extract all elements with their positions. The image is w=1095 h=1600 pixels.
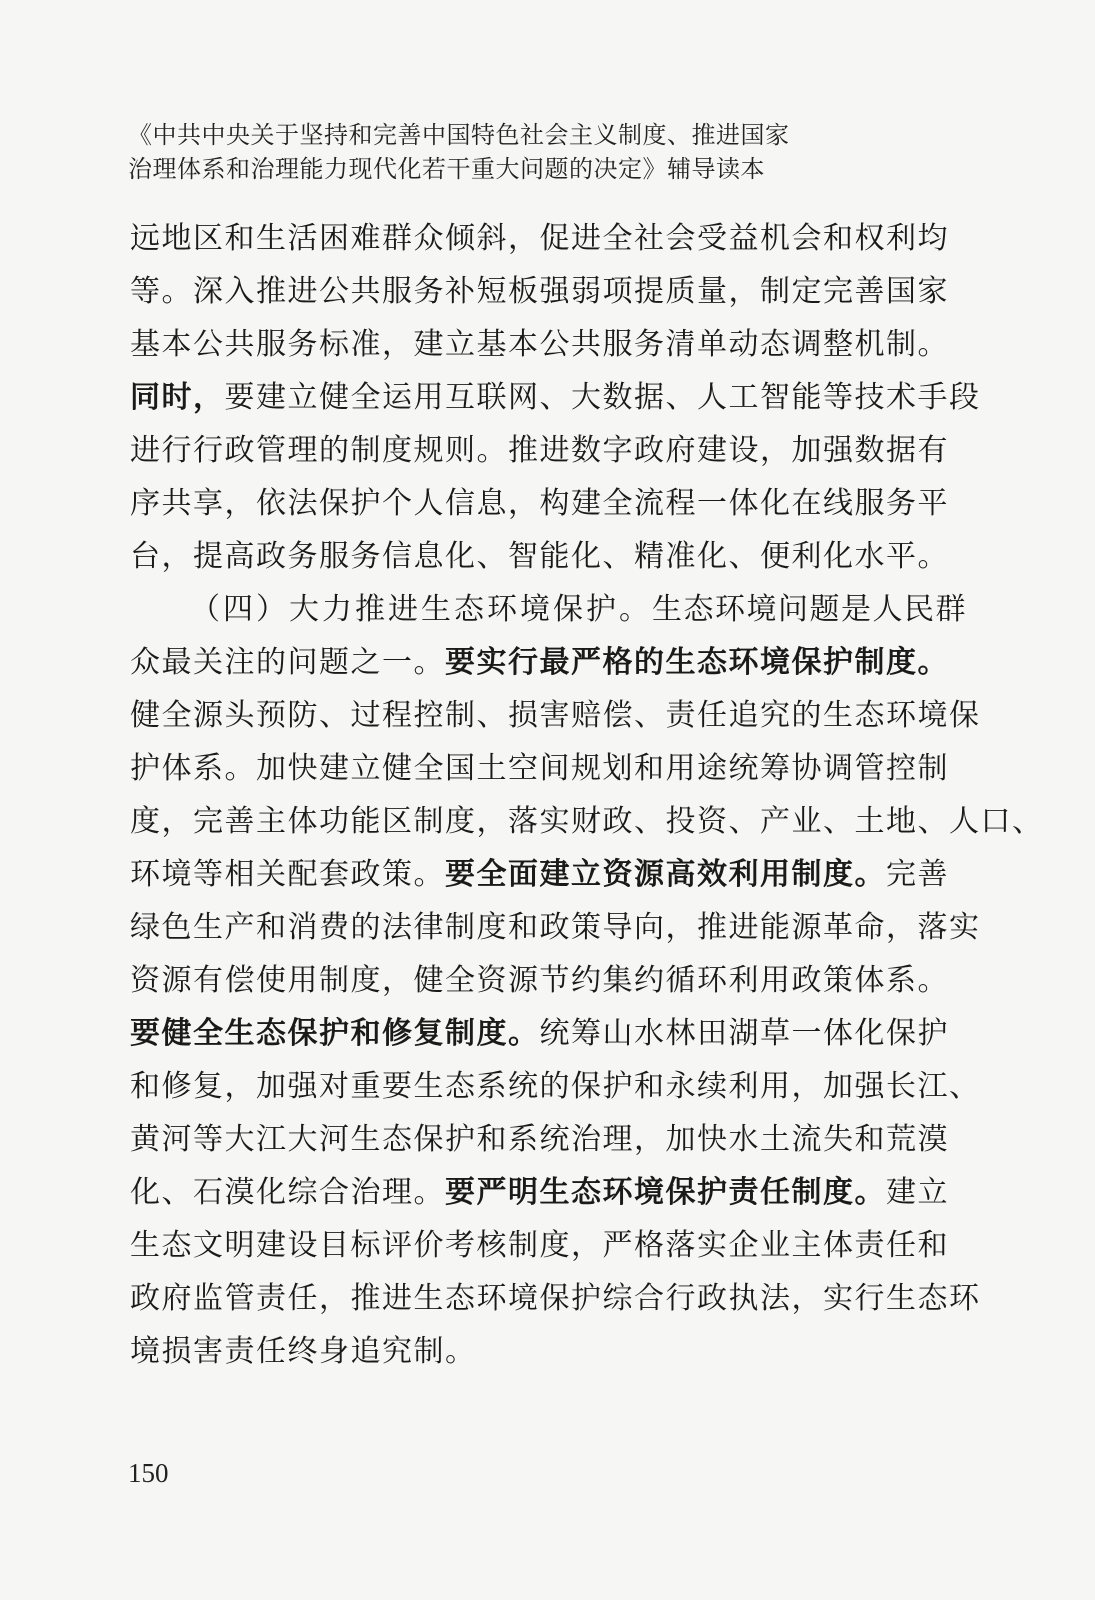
bold-phrase: 同时， bbox=[130, 380, 225, 415]
text-line bbox=[130, 1007, 950, 1060]
text-line bbox=[130, 371, 981, 424]
text-line: 绿色生产和消费的法律制度和政策导向，推进能源革命，落实 bbox=[130, 910, 981, 945]
bold-phrase: 要健全生态保护和修复制度。 bbox=[130, 1016, 540, 1051]
text-line: 台，提高政务服务信息化、智能化、精准化、便利化水平。 bbox=[130, 539, 949, 574]
text-line: 基本公共服务标准，建立基本公共服务清单动态调整机制。 bbox=[130, 327, 949, 362]
text-line: 资源有偿使用制度，健全资源节约集约循环利用政策体系。 bbox=[130, 963, 949, 998]
text-line: 黄河等大江大河生态保护和系统治理，加快水土流失和荒漠 bbox=[130, 1122, 949, 1157]
body-text bbox=[130, 212, 1044, 1378]
text-line: 生态文明建设目标评价考核制度，严格落实企业主体责任和 bbox=[130, 1228, 949, 1263]
text-span: 生态环境问题是人民群 bbox=[652, 592, 967, 627]
text-line: 序共享，依法保护个人信息，构建全流程一体化在线服务平 bbox=[130, 486, 949, 521]
section-heading: （四）大力推进生态环境保护。 bbox=[190, 592, 652, 627]
text-line: 和修复，加强对重要生态系统的保护和永续利用，加强长江、 bbox=[130, 1069, 981, 1104]
text-line: 健全源头预防、过程控制、损害赔偿、责任追究的生态环境保 bbox=[130, 698, 981, 733]
text-line: 远地区和生活困难群众倾斜，促进全社会受益机会和权利均 bbox=[130, 221, 949, 256]
running-header-line-2: 治理体系和治理能力现代化若干重大问题的决定》辅导读本 bbox=[128, 155, 765, 183]
text-line: 度，完善主体功能区制度，落实财政、投资、产业、土地、人口、 bbox=[130, 804, 1044, 839]
text-span: 众最关注的问题之一。 bbox=[130, 645, 445, 680]
text-line: 政府监管责任，推进生态环境保护综合行政执法，实行生态环 bbox=[130, 1281, 981, 1316]
bold-phrase: 要全面建立资源高效利用制度。 bbox=[445, 857, 886, 892]
text-line: 等。深入推进公共服务补短板强弱项提质量，制定完善国家 bbox=[130, 274, 949, 309]
text-span: 化、石漠化综合治理。 bbox=[130, 1175, 445, 1210]
text-line: 护体系。加快建立健全国土空间规划和用途统筹协调管控制 bbox=[130, 751, 949, 786]
page-number: 150 bbox=[128, 1458, 169, 1488]
running-header-line-1: 《中共中央关于坚持和完善中国特色社会主义制度、推进国家 bbox=[128, 121, 790, 149]
text-span: 完善 bbox=[886, 857, 949, 892]
bold-phrase: 要严明生态环境保护责任制度。 bbox=[445, 1175, 886, 1210]
bold-phrase: 要实行最严格的生态环境保护制度。 bbox=[445, 645, 949, 680]
text-span: 环境等相关配套政策。 bbox=[130, 857, 445, 892]
text-line bbox=[130, 636, 950, 689]
text-span: 要建立健全运用互联网、大数据、人工智能等技术手段 bbox=[224, 380, 981, 415]
text-line bbox=[130, 1166, 950, 1219]
text-line: 境损害责任终身追究制。 bbox=[130, 1334, 477, 1369]
text-line: 进行行政管理的制度规则。推进数字政府建设，加强数据有 bbox=[130, 433, 949, 468]
text-line bbox=[130, 848, 950, 901]
text-span: 建立 bbox=[886, 1175, 949, 1210]
text-span: 统筹山水林田湖草一体化保护 bbox=[539, 1016, 949, 1051]
running-header bbox=[128, 118, 948, 186]
section-heading-line bbox=[130, 583, 967, 636]
